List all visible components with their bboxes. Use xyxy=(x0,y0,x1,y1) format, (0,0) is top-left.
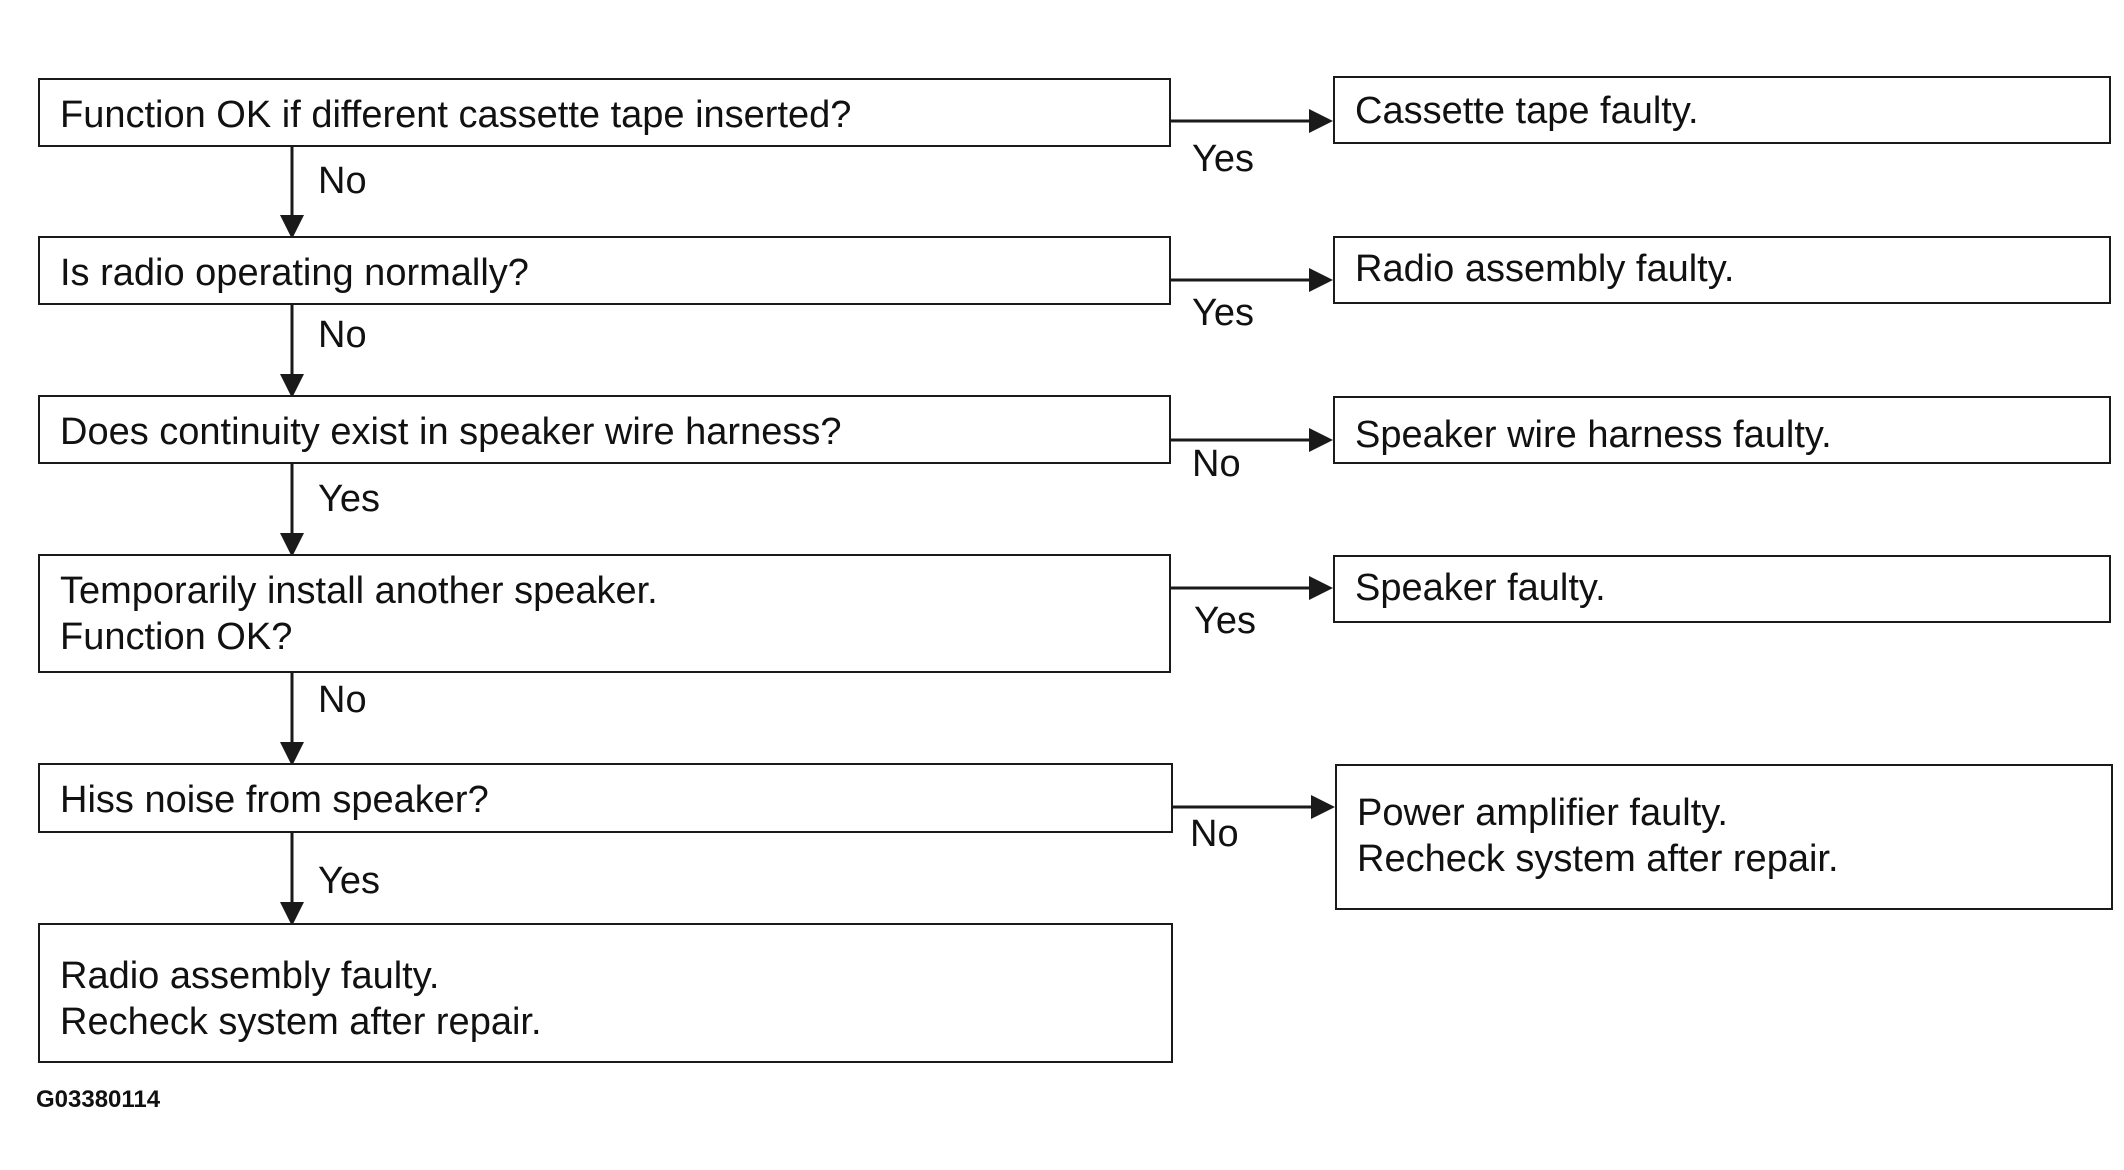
result-text: Speaker wire harness faulty. xyxy=(1355,414,1832,456)
decision-text: Hiss noise from speaker? xyxy=(60,779,489,821)
down-label-2: No xyxy=(318,314,367,356)
result-text: Power amplifier faulty. xyxy=(1357,792,1728,834)
result-text: Cassette tape faulty. xyxy=(1355,90,1699,132)
down-label-5: Yes xyxy=(318,860,380,902)
result-box-radio-faulty xyxy=(1333,236,2111,304)
result-text: Recheck system after repair. xyxy=(1357,838,1839,880)
decision-text: Function OK? xyxy=(60,616,293,658)
decision-text: Does continuity exist in speaker wire harness? xyxy=(60,411,842,453)
side-label-3: No xyxy=(1192,443,1241,485)
result-box-cassette-faulty xyxy=(1333,76,2111,144)
down-label-3: Yes xyxy=(318,478,380,520)
result-text: Speaker faulty. xyxy=(1355,567,1606,609)
figure-code: G03380114 xyxy=(36,1086,161,1113)
decision-text: Function OK if different cassette tape inserted? xyxy=(60,94,852,136)
final-text: Recheck system after repair. xyxy=(60,1001,542,1043)
side-label-5: No xyxy=(1190,813,1239,855)
down-label-1: No xyxy=(318,160,367,202)
result-box-harness-faulty xyxy=(1333,396,2111,464)
result-box-amplifier-faulty xyxy=(1335,764,2113,910)
final-text: Radio assembly faulty. xyxy=(60,955,440,997)
result-text: Radio assembly faulty. xyxy=(1355,248,1735,290)
final-box-radio-faulty xyxy=(38,923,1173,1063)
side-label-4: Yes xyxy=(1194,600,1256,642)
result-box-speaker-faulty xyxy=(1333,555,2111,623)
decision-box-radio xyxy=(38,236,1171,305)
side-label-2: Yes xyxy=(1192,292,1254,334)
down-label-4: No xyxy=(318,679,367,721)
decision-box-continuity xyxy=(38,395,1171,464)
decision-text: Temporarily install another speaker. xyxy=(60,570,658,612)
side-label-1: Yes xyxy=(1192,138,1254,180)
decision-box-speaker xyxy=(38,554,1171,673)
decision-box-hiss xyxy=(38,763,1173,833)
decision-text: Is radio operating normally? xyxy=(60,252,529,294)
decision-box-cassette xyxy=(38,78,1171,147)
